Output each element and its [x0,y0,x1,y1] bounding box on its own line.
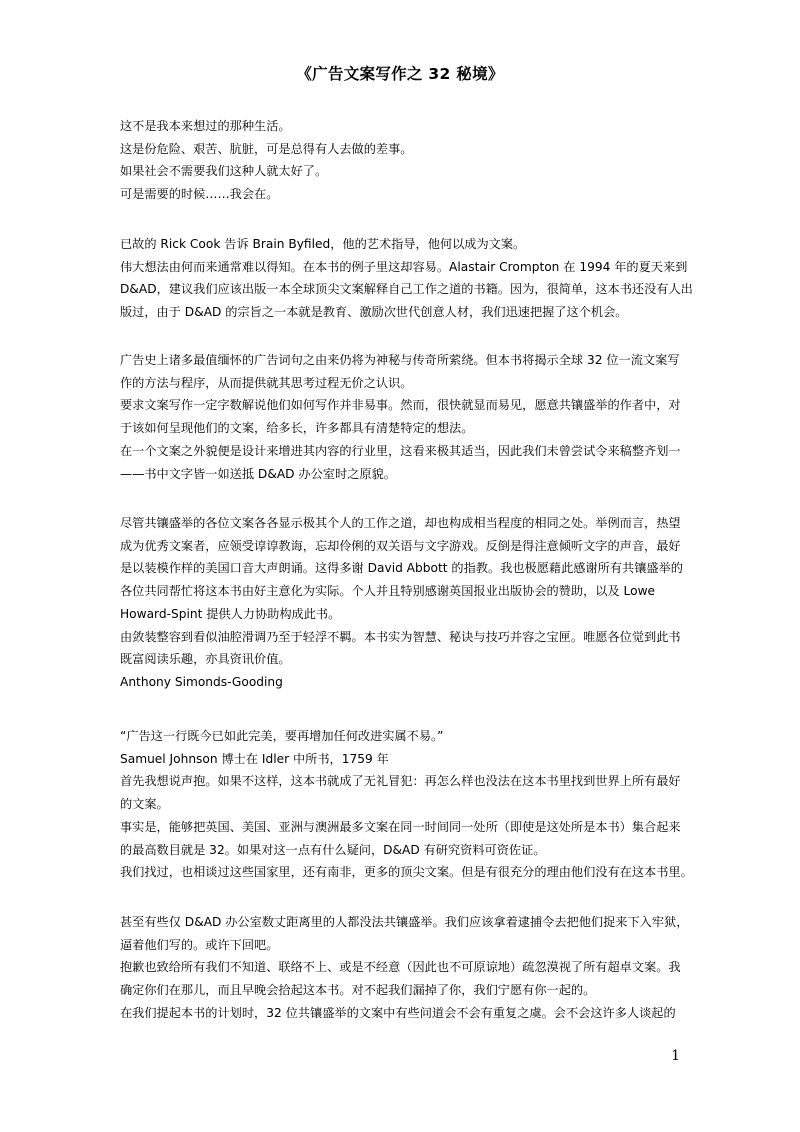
text-line: 在我们提起本书的计划时，32 位共镶盛举的文案中有些问道会不会有重复之虞。会不会这许多人谈起的 [120,1005,676,1020]
text-line: 这是份危险、艰苦、肮脏，可是总得有人去做的差事。 [120,141,413,156]
text-line: Anthony Simonds-Gooding [120,674,283,689]
text-line: 伟大想法由何而来通常难以得知。在本书的例子里这却容易。Alastair Crompton 在 1994 年的夏天来到 [120,259,688,274]
text-line: 已故的 Rick Cook 告诉 Brain Byfiled，他的艺术指导，他何以成为文案。 [120,237,526,251]
text-line: 作的方法与程序，从而提供就其思考过程无价之认识。 [120,375,413,390]
text-line: 事实是，能够把英国、美国、亚洲与澳洲最多文案在同一时间同一处所（即使是这处所是本书）集合起来 [120,819,681,834]
text-line: 由敛装整容到看似油腔滑调乃至于轻浮不羁。本书实为智慧、秘诀与技巧并容之宝匣。唯愿各位觉到此书 [120,629,681,644]
text-line: 确定你们在那儿，而且早晚会拾起这本书。对不起我们漏掉了你，我们宁愿有你一起的。 [120,983,596,998]
page-number: 1 [671,1048,680,1064]
text-line: D&AD，建议我们应该出版一本全球顶尖文案解释自己工作之道的书籍。因为，很简单，这本书还没有人出 [120,282,693,297]
text-line: 于该如何呈现他们的文案，给多长，许多都具有清楚特定的想法。 [120,421,474,436]
text-line: 广告史上诸多最值缅怀的广告词句之由来仍将为神秘与传奇所萦绕。但本书将揭示全球 32 位一流文案写 [120,353,680,367]
paragraph [120,115,690,206]
paragraph [120,725,693,884]
text-line: 抱歉也致给所有我们不知道、联络不上、或是不经意（因此也不可原谅地）疏忽漠视了所有超卓文案。我 [120,960,681,975]
text-line: 版过，由于 D&AD 的宗旨之一本就是教育、激励次世代创意人材，我们迅速把握了这个机会。 [120,305,628,320]
text-line: 我们找过，也相谈过这些国家里，还有南非，更多的顶尖文案。但是有很充分的理由他们没有在这本书里。 [120,865,693,880]
paragraph [120,349,690,485]
text-line: 首先我想说声抱。如果不这样，这本书就成了无礼冒犯：再怎么样也没法在这本书里找到世界上所有最好 [120,774,681,789]
text-line: 是以装模作样的美国口音大声朗诵。这得多谢 David Abbott 的指教。我也极愿藉此感谢所有共镶盛举的 [120,561,683,576]
text-line: 甚至有些仅 D&AD 办公室数丈距离里的人都没法共镶盛举。我们应该拿着逮捕令去把他们捉来下入牢狱， [120,915,689,929]
text-line: 逼着他们写的。或许下回吧。 [120,937,279,952]
text-line: 在一个文案之外貌便是设计来增进其内容的行业里，这看来极其适当，因此我们未曾尝试令来稿整齐划一 [120,443,681,458]
text-line: Howard-Spint 提供人力协助构成此书。 [120,606,341,621]
text-line: 可是需要的时候……我会在。 [120,187,279,202]
text-line: 如果社会不需要我们这种人就太好了。 [120,164,328,179]
text-line: 各位共同帮忙将这本书由好主意化为实际。个人并且特别感谢英国报业出版协会的赞助，以及 Lowe [120,584,656,599]
text-line: “广告这一行既今已如此完美，要再增加任何改进实属不易。” [120,729,444,743]
paragraph [120,512,690,694]
paragraph [120,233,693,324]
text-line: Samuel Johnson 博士在 Idler 中所书，1759 年 [120,751,389,766]
text-line: ——书中文字皆一如送抵 D&AD 办公室时之原貌。 [120,466,396,481]
paragraph [120,911,690,1025]
text-line: 尽管共镶盛举的各位文案各各显示极其个人的工作之道，却也构成相当程度的相同之处。举例而言，热望 [120,516,681,530]
text-line: 这不是我本来想过的那种生活。 [120,119,291,133]
document-title: 《广告文案写作之 32 秘境》 [296,65,504,83]
text-line: 成为优秀文案者，应领受谆谆教诲，忘却伶俐的双关语与文字游戏。反倒是得注意倾听文字的声音，最好 [120,538,681,553]
text-line: 的最高数目就是 32。如果对这一点有什么疑问，D&AD 有研究资料可资佐证。 [120,842,546,857]
text-line: 既富阅读乐趣，亦具资讯价值。 [120,652,291,667]
text-line: 要求文案写作一定字数解说他们如何写作并非易事。然而，很快就显而易见，愿意共镶盛举的作者中，对 [120,398,681,413]
text-line: 的文案。 [120,797,169,812]
